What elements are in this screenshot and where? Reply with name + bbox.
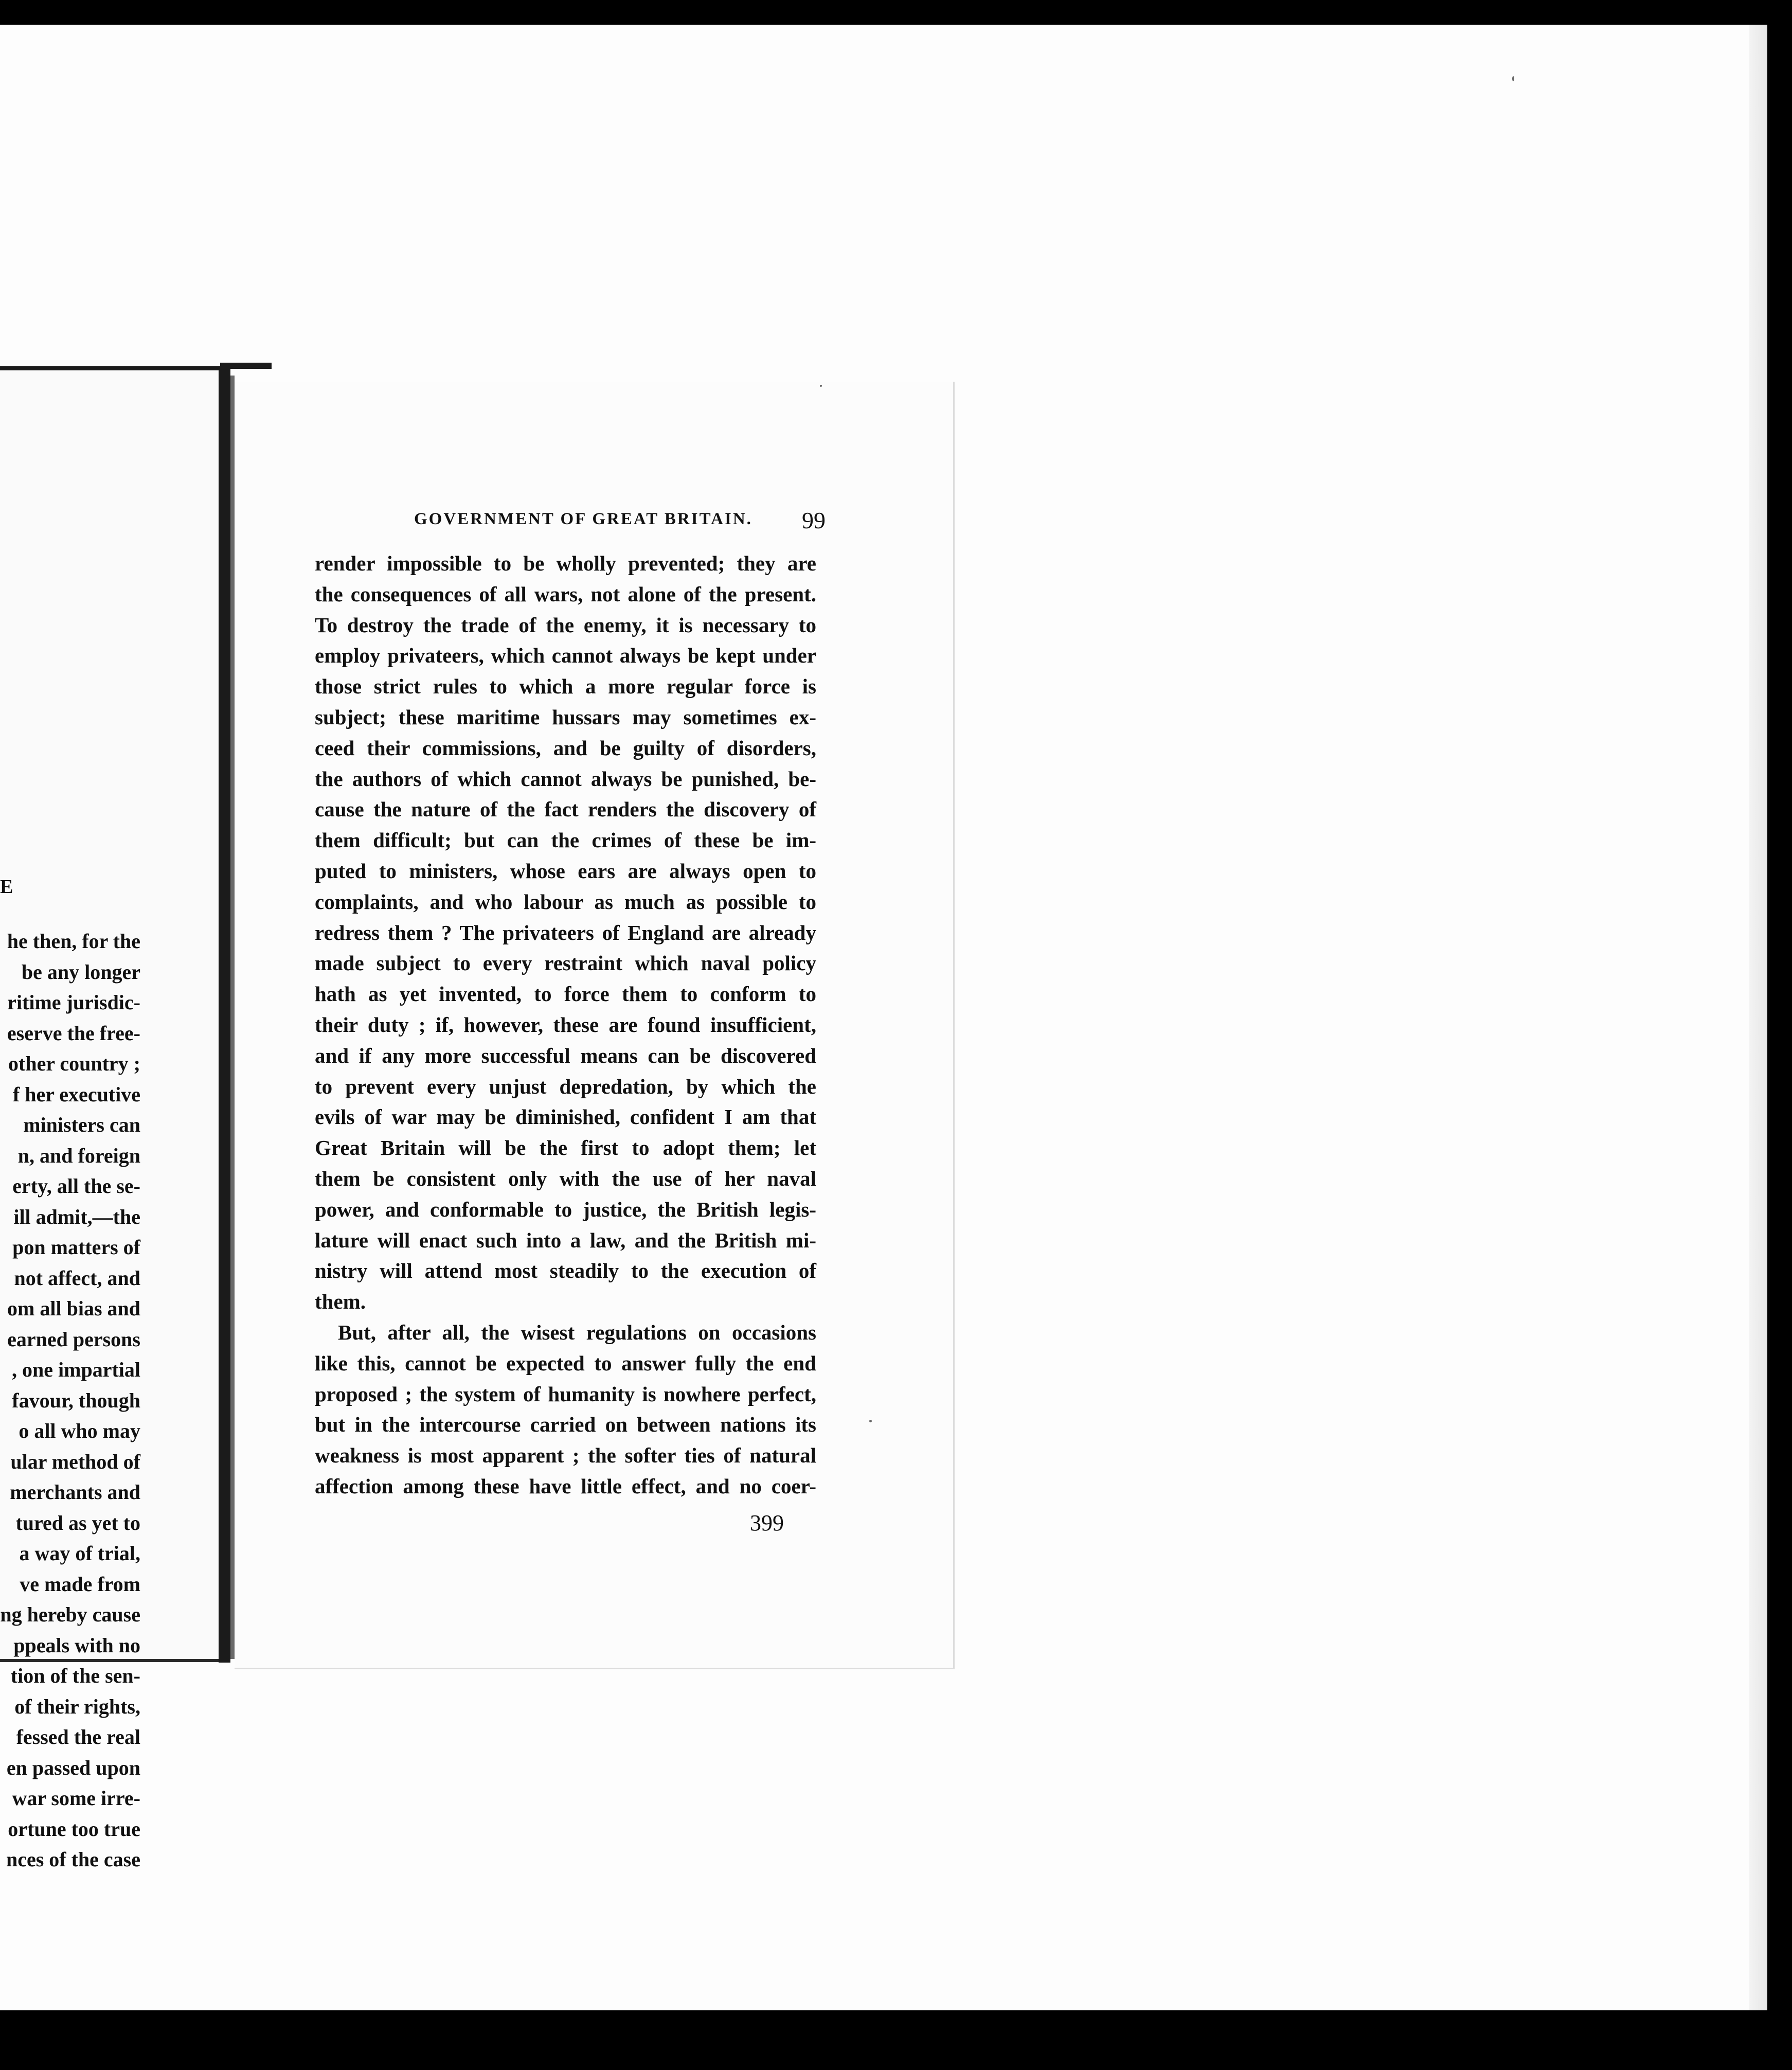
running-head-title: GOVERNMENT OF GREAT BRITAIN.: [414, 510, 752, 528]
text-line: evils of war may be diminished, confident I am that: [315, 1105, 816, 1129]
scan-speck: [820, 385, 822, 387]
left-text-line: earned persons: [7, 1327, 140, 1351]
left-text-line: o all who may: [19, 1419, 140, 1442]
book-gutter: [219, 366, 230, 1663]
text-line: them.: [315, 1290, 366, 1314]
text-line: cause the nature of the fact renders the discovery of: [315, 797, 816, 822]
left-text-line: other country ;: [8, 1052, 140, 1075]
left-text-line: tion of the sen-: [10, 1664, 140, 1687]
left-text-line: not affect, and: [14, 1266, 140, 1290]
left-text-line: ortune too true: [8, 1817, 140, 1841]
text-line: to prevent every unjust depredation, by which the: [315, 1074, 816, 1098]
left-text-line: be any longer: [21, 960, 140, 984]
text-line: Great Britain will be the first to adopt them; let: [315, 1136, 816, 1160]
text-line: nistry will attend most steadily to the execution of: [315, 1259, 816, 1283]
text-line: complaints, and who labour as much as possible to: [315, 889, 816, 914]
left-text-line: ng hereby cause: [0, 1603, 140, 1626]
left-text-line: war some irre-: [12, 1787, 140, 1810]
text-line: subject; these maritime hussars may sometimes ex-: [315, 705, 816, 729]
text-line: affection among these have little effect, and no coer-: [315, 1474, 816, 1498]
left-text-line: of their rights,: [14, 1694, 140, 1718]
text-line: To destroy the trade of the enemy, it is necessary to: [315, 613, 816, 637]
text-line: hath as yet invented, to force them to conform to: [315, 982, 816, 1006]
scan-speck: [869, 1420, 872, 1422]
left-text-line: a way of trial,: [19, 1542, 140, 1565]
left-text-line: favour, though: [12, 1388, 140, 1412]
left-text-line: he then, for the: [7, 930, 140, 953]
page-body-text: [315, 548, 816, 1502]
text-line: ceed their commissions, and be guilty of disorders,: [315, 736, 816, 760]
left-text-line: om all bias and: [7, 1297, 140, 1320]
left-facing-page: [0, 370, 219, 1871]
text-line: them be consistent only with the use of her naval: [315, 1166, 816, 1190]
left-page-text: [0, 926, 140, 1875]
left-text-line: n, and foreign: [17, 1144, 140, 1167]
text-line: those strict rules to which a more regular force is: [315, 674, 816, 699]
left-text-line: ular method of: [10, 1450, 140, 1473]
left-text-line: nces of the case: [6, 1848, 140, 1871]
text-line: and if any more successful means can be discovered: [315, 1043, 816, 1067]
left-text-line: ppeals with no: [13, 1633, 140, 1657]
left-text-line: eserve the free-: [7, 1021, 140, 1045]
text-line: like this, cannot be expected to answer fully the end: [315, 1351, 816, 1375]
running-header: [414, 507, 826, 538]
text-line: the authors of which cannot always be punished, be-: [315, 766, 816, 791]
left-text-line: fessed the real: [16, 1725, 140, 1748]
text-line: the consequences of all wars, not alone of the present.: [315, 582, 816, 606]
sheet-edge: [1749, 25, 1767, 2010]
left-text-line: ve made from: [20, 1572, 140, 1596]
text-line: their duty ; if, however, these are found insufficient,: [315, 1012, 816, 1037]
signature-mark: 399: [750, 1510, 784, 1536]
text-line: employ privateers, which cannot always be kept under: [315, 644, 816, 668]
left-text-line: , one impartial: [12, 1358, 140, 1381]
left-text-line: erty, all the se-: [12, 1174, 140, 1198]
gutter-shadow: [230, 376, 235, 1659]
left-text-line: pon matters of: [12, 1236, 140, 1259]
scan-speck: [1512, 76, 1514, 81]
text-line: puted to ministers, whose ears are always open to: [315, 859, 816, 883]
text-line: But, after all, the wisest regulations on occasions: [338, 1320, 816, 1344]
text-line: redress them ? The privateers of England are already: [315, 920, 816, 944]
left-text-line: tured as yet to: [15, 1511, 140, 1534]
left-text-line: ministers can: [23, 1113, 140, 1136]
text-line: lature will enact such into a law, and the British mi-: [315, 1228, 816, 1252]
left-text-line: en passed upon: [6, 1756, 140, 1779]
left-text-line: ritime jurisdic-: [7, 991, 140, 1014]
text-line: proposed ; the system of humanity is nowhere perfect,: [315, 1382, 816, 1406]
text-line: render impossible to be wholly prevented; they are: [315, 551, 816, 575]
page-number: 99: [802, 507, 826, 533]
text-line: them difficult; but can the crimes of these be im-: [315, 828, 816, 852]
left-text-line: ill admit,—the: [13, 1205, 140, 1228]
left-text-line: f her executive: [12, 1082, 140, 1106]
left-text-line: merchants and: [10, 1480, 140, 1504]
text-line: but in the intercourse carried on between nations its: [315, 1413, 816, 1437]
text-line: made subject to every restraint which naval policy: [315, 951, 816, 975]
left-running-head: E: [0, 876, 14, 898]
text-line: power, and conformable to justice, the British legis-: [315, 1197, 816, 1221]
text-line: weakness is most apparent ; the softer ties of natural: [315, 1443, 816, 1468]
